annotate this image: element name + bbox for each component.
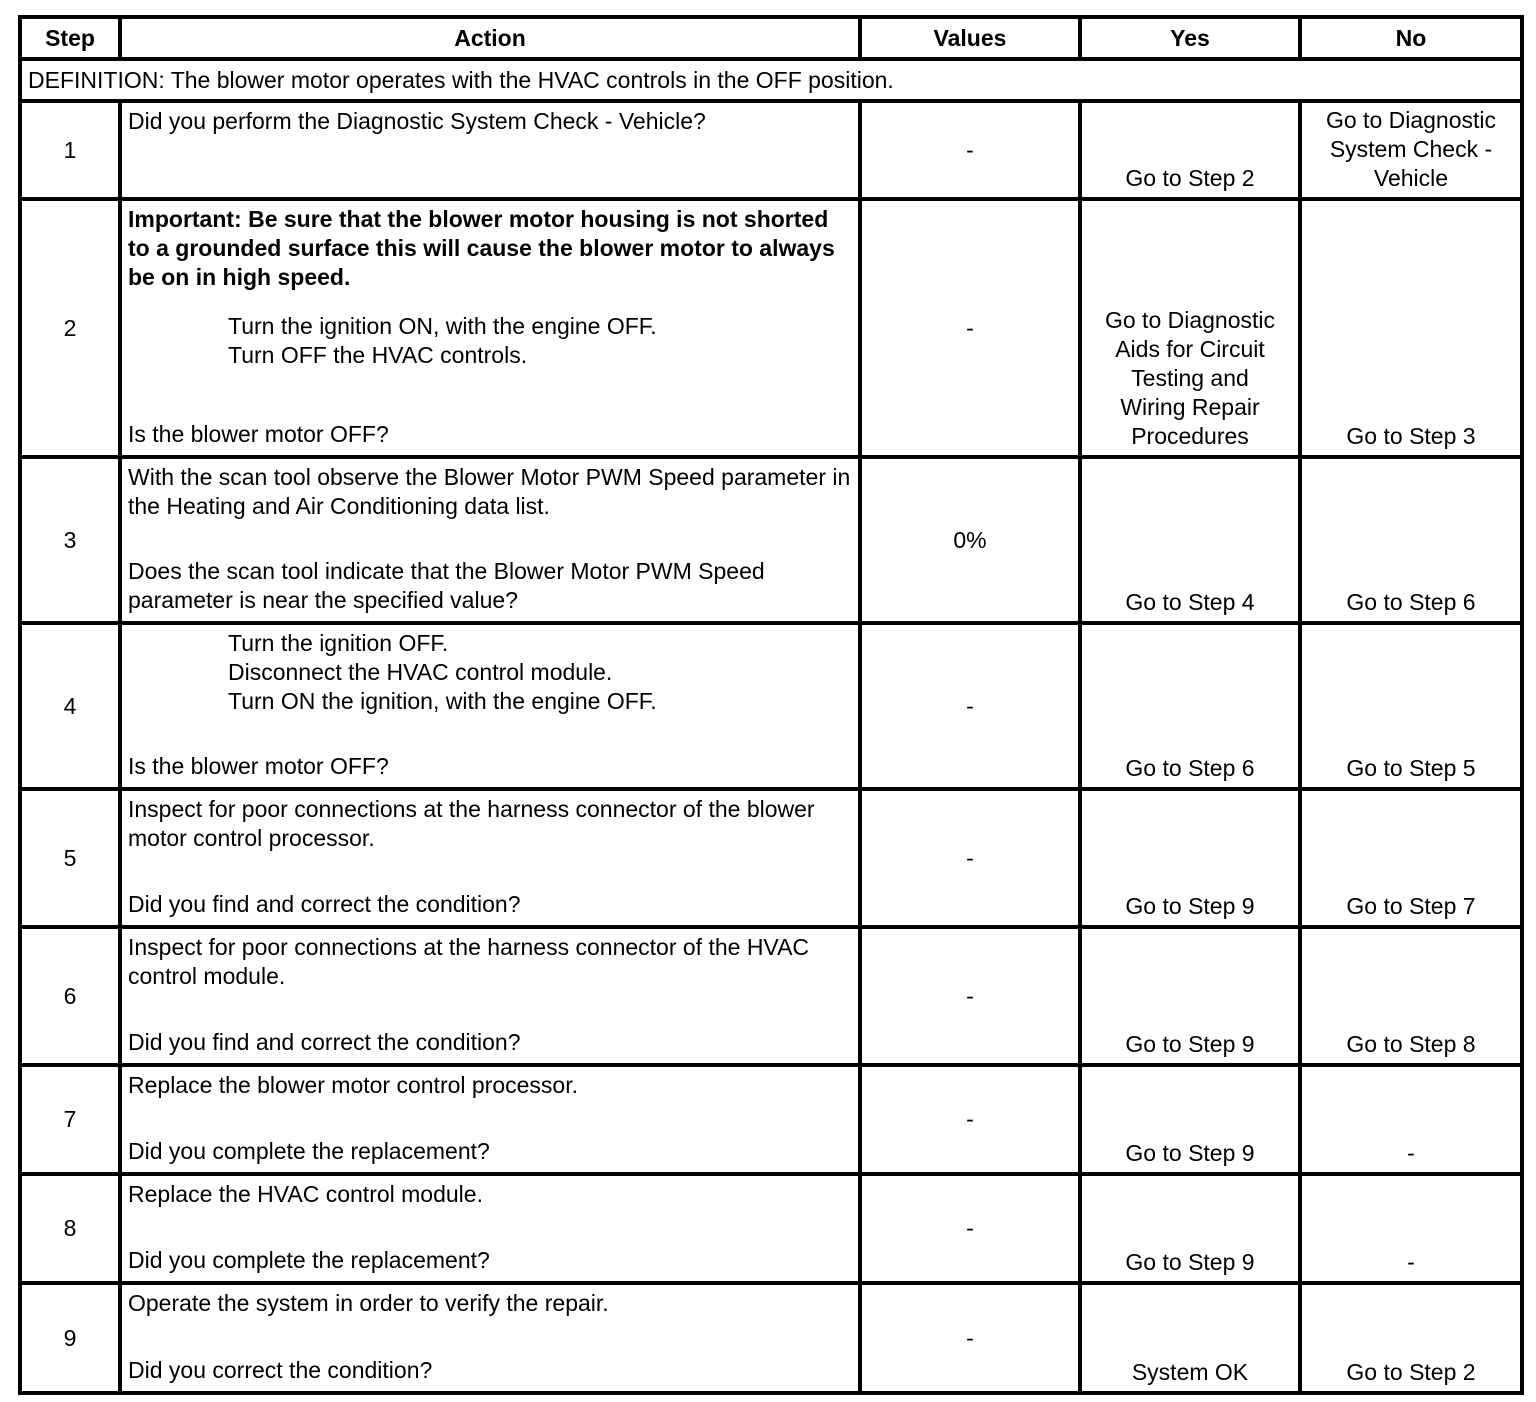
action-question: Did you complete the replacement? — [128, 1138, 490, 1164]
action-question: Did you find and correct the condition? — [128, 1029, 521, 1055]
instruction-item: Turn ON the ignition, with the engine OFF. — [228, 688, 657, 714]
action-intro: Replace the HVAC control module. — [128, 1181, 483, 1207]
action-cell — [120, 101, 860, 199]
action-question: Did you complete the replacement? — [128, 1247, 490, 1273]
table-row — [20, 927, 1522, 1065]
header-step: Step — [20, 17, 120, 59]
action-question: Is the blower motor OFF? — [128, 753, 389, 779]
step-number: 2 — [20, 199, 120, 457]
action-cell — [120, 927, 860, 1065]
table-row — [20, 1174, 1522, 1283]
action-cell — [120, 789, 860, 927]
action-intro: Inspect for poor connections at the harness connector of the blower motor control processor. — [128, 796, 815, 851]
table-row — [20, 199, 1522, 457]
yes-cell: System OK — [1080, 1283, 1300, 1393]
yes-cell: Go to Step 9 — [1080, 1174, 1300, 1283]
action-cell — [120, 457, 860, 623]
step-number: 1 — [20, 101, 120, 199]
value-cell: - — [860, 623, 1080, 789]
instruction-item: Disconnect the HVAC control module. — [228, 659, 613, 685]
no-cell: - — [1300, 1174, 1522, 1283]
value-cell: - — [860, 101, 1080, 199]
no-cell: Go to Diagnostic System Check - Vehicle — [1300, 101, 1522, 199]
table-row — [20, 789, 1522, 927]
no-cell: Go to Step 2 — [1300, 1283, 1522, 1393]
yes-cell: Go to Step 4 — [1080, 457, 1300, 623]
table-row — [20, 101, 1522, 199]
header-yes: Yes — [1080, 17, 1300, 59]
no-cell: Go to Step 5 — [1300, 623, 1522, 789]
yes-cell: Go to Step 9 — [1080, 1065, 1300, 1174]
header-action: Action — [120, 17, 860, 59]
action-intro: Did you perform the Diagnostic System Check - Vehicle? — [128, 108, 706, 134]
header-values: Values — [860, 17, 1080, 59]
instruction-item: Turn the ignition OFF. — [228, 630, 449, 656]
action-intro: Replace the blower motor control processor. — [128, 1072, 578, 1098]
no-cell: Go to Step 8 — [1300, 927, 1522, 1065]
action-cell — [120, 1065, 860, 1174]
step-number: 9 — [20, 1283, 120, 1393]
no-cell: Go to Step 3 — [1300, 199, 1522, 457]
table-row — [20, 623, 1522, 789]
action-cell — [120, 623, 860, 789]
step-number: 7 — [20, 1065, 120, 1174]
table-row — [20, 457, 1522, 623]
important-note: Important: Be sure that the blower motor housing is not shorted to a grounded surface this will cause the blower motor to always be on in high speed. — [128, 206, 835, 290]
action-intro: Operate the system in order to verify the repair. — [128, 1290, 609, 1316]
diagnostic-table — [18, 15, 1524, 1395]
action-intro: With the scan tool observe the Blower Motor PWM Speed parameter in the Heating and Air Conditioning data list. — [128, 464, 851, 519]
action-intro: Inspect for poor connections at the harness connector of the HVAC control module. — [128, 934, 810, 989]
step-number: 8 — [20, 1174, 120, 1283]
value-cell: - — [860, 1065, 1080, 1174]
action-question: Does the scan tool indicate that the Blower Motor PWM Speed parameter is near the specified value? — [128, 558, 765, 613]
action-cell — [120, 199, 860, 457]
yes-cell: Go to Step 2 — [1080, 101, 1300, 199]
step-number: 6 — [20, 927, 120, 1065]
step-number: 5 — [20, 789, 120, 927]
yes-cell: Go to Step 9 — [1080, 789, 1300, 927]
yes-cell: Go to Diagnostic Aids for Circuit Testing and Wiring Repair Procedures — [1080, 199, 1300, 457]
action-cell — [120, 1174, 860, 1283]
no-cell: Go to Step 6 — [1300, 457, 1522, 623]
action-question: Did you find and correct the condition? — [128, 891, 521, 917]
action-question: Is the blower motor OFF? — [128, 421, 389, 447]
step-number: 4 — [20, 623, 120, 789]
header-no: No — [1300, 17, 1522, 59]
value-cell: - — [860, 1283, 1080, 1393]
value-cell: - — [860, 789, 1080, 927]
yes-cell: Go to Step 9 — [1080, 927, 1300, 1065]
instruction-item: Turn the ignition ON, with the engine OFF. — [228, 313, 657, 339]
value-cell: - — [860, 199, 1080, 457]
table-row — [20, 1283, 1522, 1393]
value-cell: - — [860, 1174, 1080, 1283]
value-cell: 0% — [860, 457, 1080, 623]
action-question: Did you correct the condition? — [128, 1357, 433, 1383]
instruction-item: Turn OFF the HVAC controls. — [228, 342, 528, 368]
definition-row — [20, 59, 1522, 101]
value-cell: - — [860, 927, 1080, 1065]
no-cell: Go to Step 7 — [1300, 789, 1522, 927]
yes-cell: Go to Step 6 — [1080, 623, 1300, 789]
definition-text: DEFINITION: The blower motor operates with the HVAC controls in the OFF position. — [20, 59, 1522, 101]
table-row — [20, 1065, 1522, 1174]
action-cell — [120, 1283, 860, 1393]
header-row — [20, 17, 1522, 59]
step-number: 3 — [20, 457, 120, 623]
no-cell: - — [1300, 1065, 1522, 1174]
